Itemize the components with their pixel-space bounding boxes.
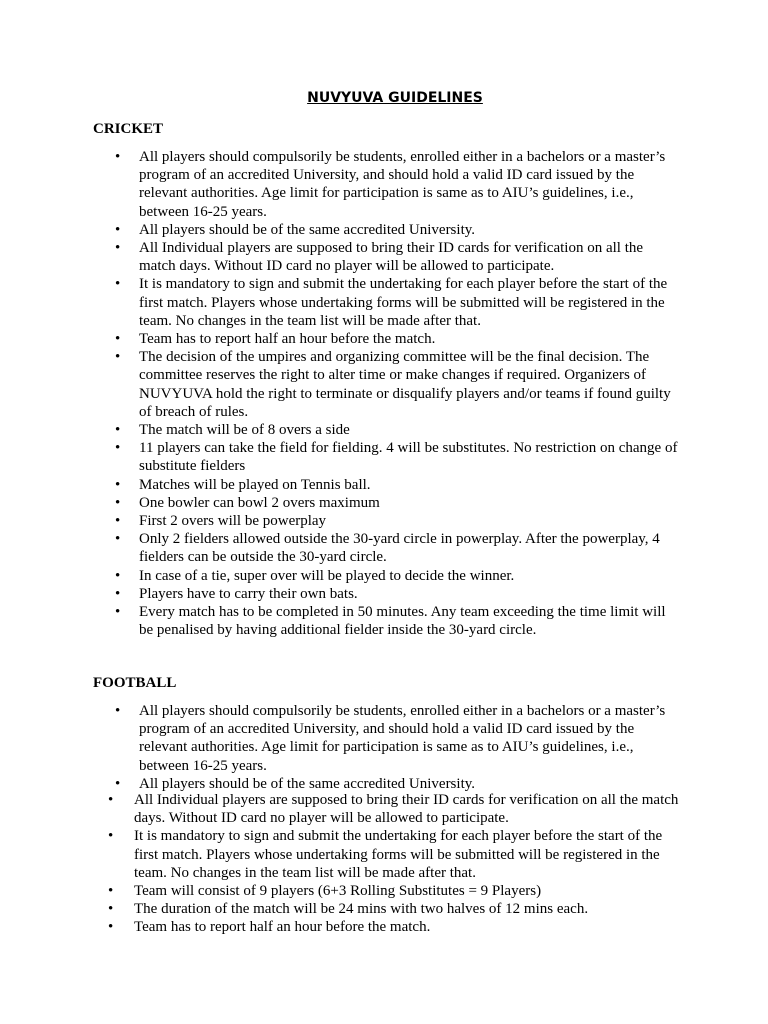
list-item: • It is mandatory to sign and submit the undertaking for each player before the start of the first match. Players whose undertaking forms will be submitted will be registered in the team. No changes in the team list will be made after that. <box>134 827 679 882</box>
list-item: • All players should be of the same accredited University. <box>139 775 679 793</box>
list-item: • Team will consist of 9 players (6+3 Rolling Substitutes = 9 Players) <box>134 882 679 900</box>
list-item: • Matches will be played on Tennis ball. <box>139 476 679 494</box>
list-item: • Players have to carry their own bats. <box>139 585 679 603</box>
list-item: • All Individual players are supposed to bring their ID cards for verification on all the match days. Without ID card no player will be allowed to participate. <box>139 239 679 275</box>
list-item: • All players should be of the same accredited University. <box>139 221 679 239</box>
list-item: • In case of a tie, super over will be played to decide the winner. <box>139 567 679 585</box>
football-heading: FOOTBALL <box>93 675 177 691</box>
football-rules-list-continued <box>134 791 679 937</box>
football-rules-list <box>139 702 679 793</box>
list-item: • Every match has to be completed in 50 minutes. Any team exceeding the time limit will be penalised by having additional fielder inside the 30-yard circle. <box>139 603 679 639</box>
cricket-heading: CRICKET <box>93 121 164 137</box>
list-item: • All players should compulsorily be students, enrolled either in a bachelors or a master’s program of an accredited University, and should hold a valid ID card issued by the relevant authorities. Age limit for participation is same as to AIU’s guidelines, i.e., between 16-25 years. <box>139 702 679 775</box>
document-title: NUVYUVA GUIDELINES <box>307 90 483 106</box>
list-item: • All players should compulsorily be students, enrolled either in a bachelors or a master’s program of an accredited University, and should hold a valid ID card issued by the relevant authorities. Age limit for participation is same as to AIU’s guidelines, i.e., between 16-25 years. <box>139 148 679 221</box>
cricket-rules-list <box>139 148 679 639</box>
list-item: • One bowler can bowl 2 overs maximum <box>139 494 679 512</box>
list-item: • First 2 overs will be powerplay <box>139 512 679 530</box>
list-item: • Team has to report half an hour before the match. <box>139 330 679 348</box>
list-item: • 11 players can take the field for fielding. 4 will be substitutes. No restriction on change of substitute fielders <box>139 439 679 475</box>
list-item: • All Individual players are supposed to bring their ID cards for verification on all the match days. Without ID card no player will be allowed to participate. <box>134 791 679 827</box>
list-item: • Only 2 fielders allowed outside the 30-yard circle in powerplay. After the powerplay, 4 fielders can be outside the 30-yard circle. <box>139 530 679 566</box>
list-item: • The match will be of 8 overs a side <box>139 421 679 439</box>
list-item: • The decision of the umpires and organizing committee will be the final decision. The committee reserves the right to alter time or make changes if required. Organizers of NUVYUVA hold the right to terminate or disqualify players and/or teams if found guilty of breach of rules. <box>139 348 679 421</box>
list-item: • Team has to report half an hour before the match. <box>134 918 679 936</box>
list-item: • It is mandatory to sign and submit the undertaking for each player before the start of the first match. Players whose undertaking forms will be submitted will be registered in the team. No changes in the team list will be made after that. <box>139 275 679 330</box>
list-item: • The duration of the match will be 24 mins with two halves of 12 mins each. <box>134 900 679 918</box>
